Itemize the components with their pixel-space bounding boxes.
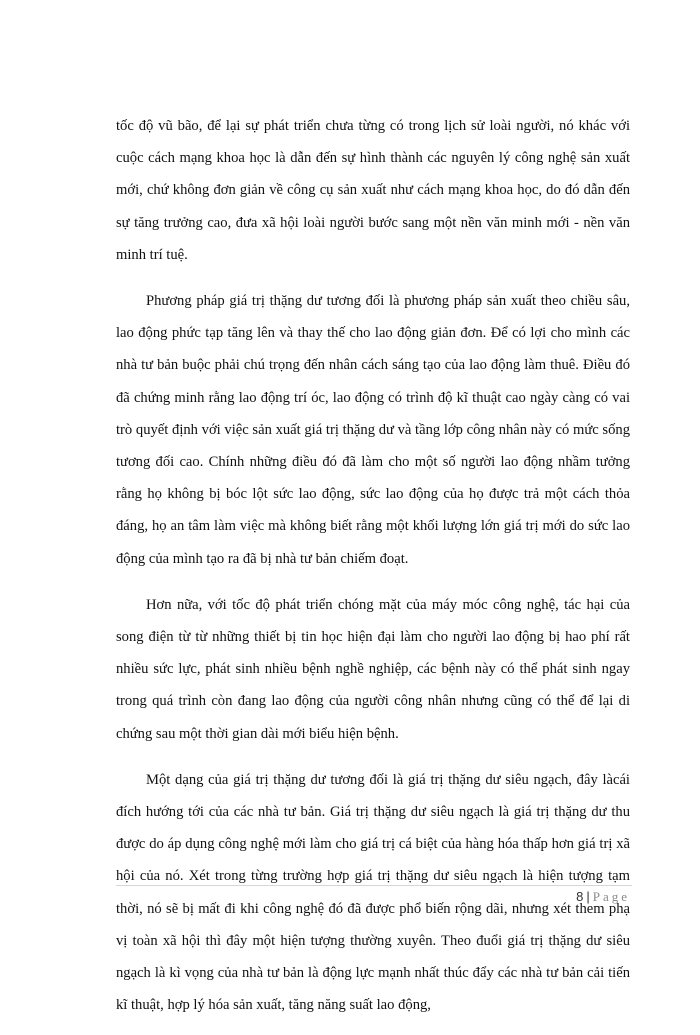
body-text (116, 110, 630, 1035)
paragraph-continuation: tốc độ vũ bão, để lại sự phát triển chưa từng có trong lịch sử loài người, nó khác với cuộc cách mạng khoa học là dẫn đến sự hình thành các nguyên lý công nghệ sản xuất mới, chứ không đơn giản về công cụ sản xuất như cách mạng khoa học, do đó dẫn đến sự tăng trưởng cao, đưa xã hội loài người bước sang một nền văn minh mới - nền văn minh trí tuệ. (116, 118, 630, 263)
footer-separator: | (586, 889, 590, 904)
paragraph-super-surplus-value: Một dạng của giá trị thặng dư tương đối là giá trị thặng dư siêu ngạch, đây làcái đích hướng tới của các nhà tư bản. Giá trị thặng dư siêu ngạch là giá trị thặng dư thu được do áp dụng công nghệ mới làm cho giá trị cá biệt của hàng hóa thấp hơn giá trị xã hội của nó. Xét trong từng trường hợp giá trị thặng dư siêu ngạch là hiện tượng tạm thời, nó sẽ bị mất đi khi công nghệ đó đã được phổ biến rộng dãi, nhưng xét them phạ vị toàn xã hội thì đây một hiện tượng thường xuyên. Theo đuổi giá trị thặng dư siêu ngạch là kì vọng của nhà tư bản là động lực mạnh nhất thúc đẩy các nhà tư bản cải tiến kĩ thuật, hợp lý hóa sản xuất, tăng năng suất lao động, (116, 771, 630, 1014)
page-number: 8 (576, 889, 584, 904)
page-label: Page (592, 889, 630, 904)
paragraph-technology-harm: Hơn nữa, với tốc độ phát triển chóng mặt của máy móc công nghệ, tác hại của song điện từ từ những thiết bị tin học hiện đại làm cho người lao động bị hao phí rất nhiều sức lực, phát sinh nhiều bệnh nghề nghiệp, các bệnh này có thể phát sinh ngay trong quá trình còn đang lao động của người công nhân nhưng cũng có thể để lại di chứng sau một thời gian dài mới biểu hiện bệnh. (116, 596, 630, 742)
page-footer (576, 889, 630, 905)
paragraph-relative-surplus-value-method: Phương pháp giá trị thặng dư tương đối là phương pháp sản xuất theo chiều sâu, lao động phức tạp tăng lên và thay thế cho lao động giản đơn. Để có lợi cho mình các nhà tư bản buộc phải chú trọng đến nhân cách sáng tạo của lao động làm thuê. Điều đó đã chứng minh rằng lao động trí óc, lao động có trình độ kĩ thuật cao ngày càng có vai trò quyết định với việc sản xuất giá trị thặng dư và tầng lớp công nhân này có mức sống tương đối cao. Chính những điều đó đã làm cho một số người lao động nhầm tưởng rằng họ không bị bóc lột sức lao động, sức lao động của họ được trả một cách thỏa đáng, họ an tâm làm việc mà không biết rằng một khối lượng lớn giá trị mới do sức lao động của mình tạo ra đã bị nhà tư bản chiếm đoạt. (116, 293, 630, 567)
footer-divider (116, 885, 632, 886)
